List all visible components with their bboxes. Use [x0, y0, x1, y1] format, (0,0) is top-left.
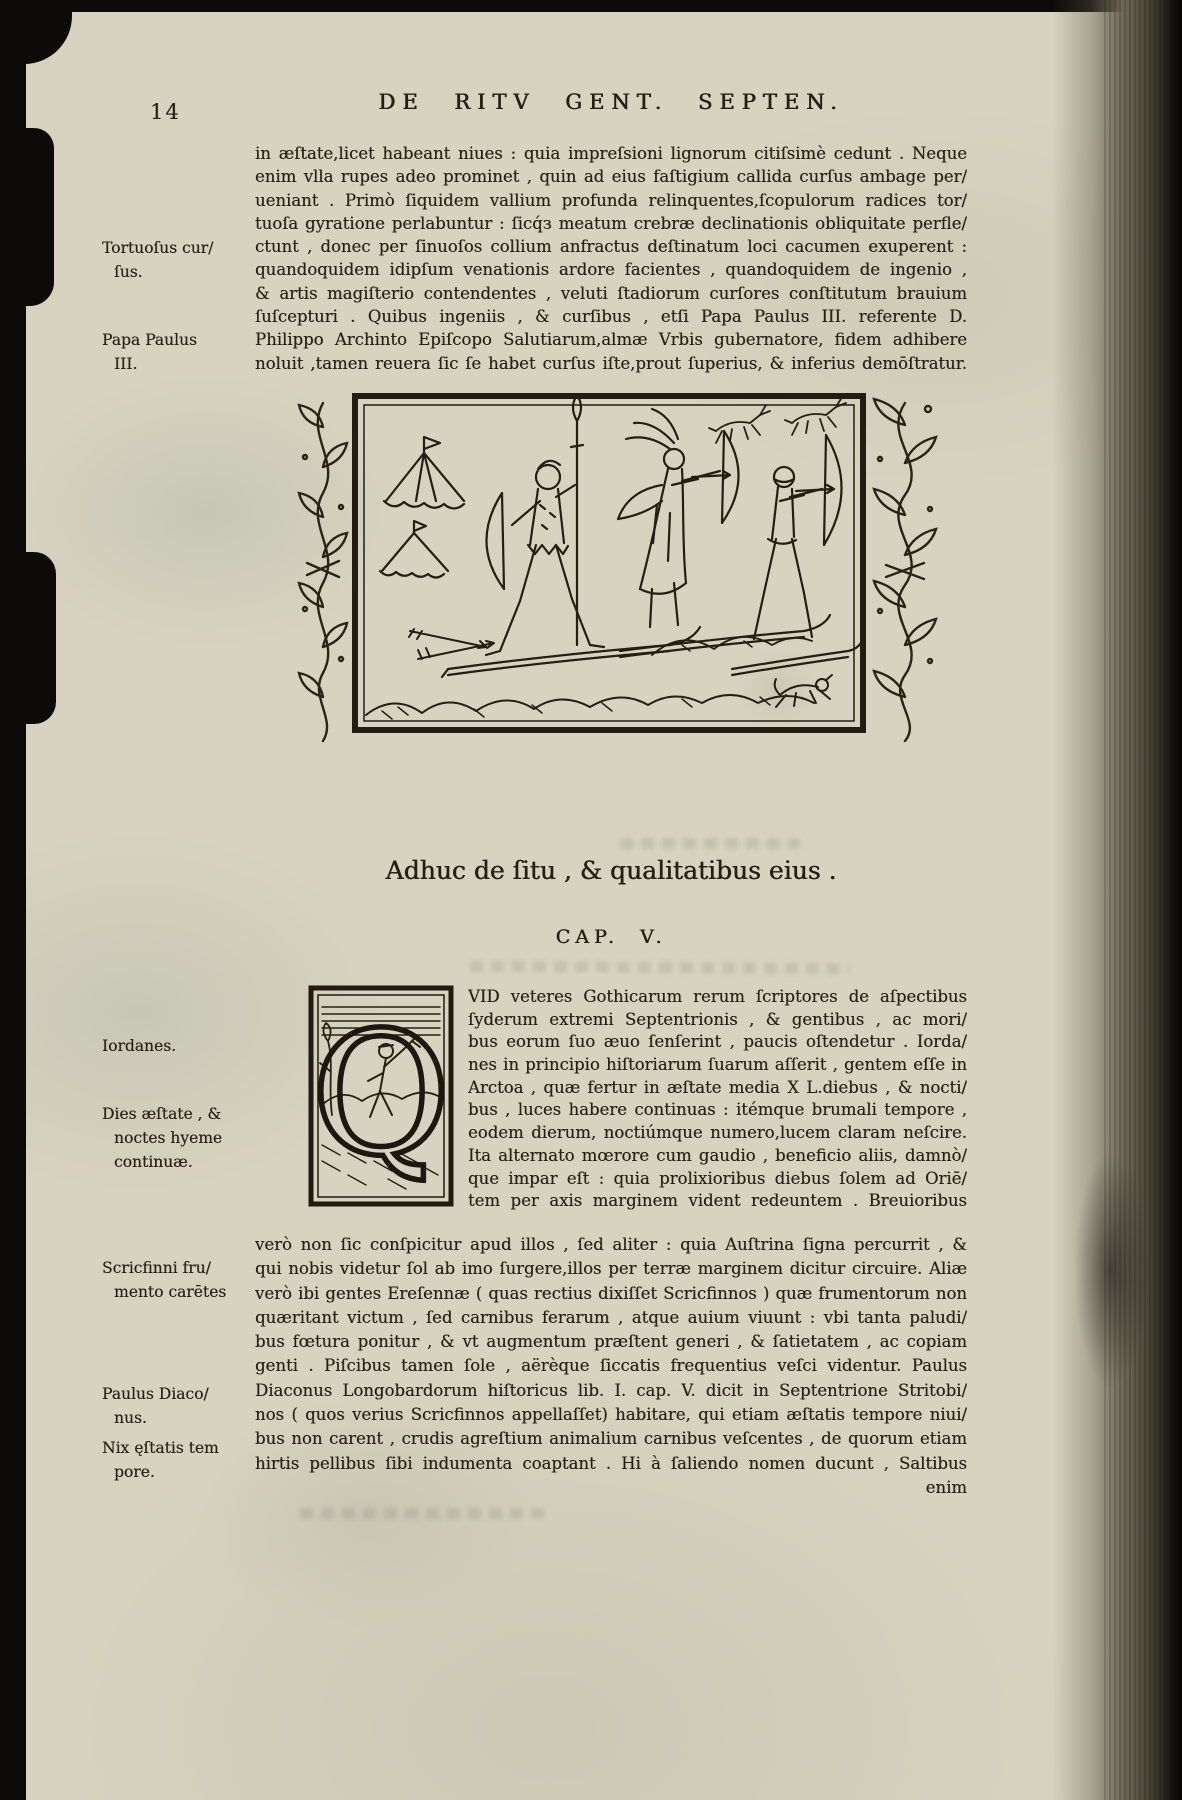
ink-bleedthrough: [620, 838, 800, 849]
text-line: qui nobis videtur ſol ab imo ſurgere,illos per terræ marginem dicitur circuire. Aliæ: [255, 1259, 967, 1279]
chapter-heading: CAP. V.: [555, 926, 667, 948]
running-header: DE RITV GENT. SEPTEN.: [378, 90, 844, 114]
skier-spearman: [442, 395, 700, 677]
margin-note-nix-aestatis: [102, 1436, 254, 1484]
catchword: enim: [925, 1478, 967, 1497]
paragraph-1: [255, 142, 967, 375]
text-line: eodem dierum, noctiúmque numero,lucem claram neſcire.: [468, 1123, 967, 1143]
scan-edge-top: [0, 0, 1182, 12]
text-line: genti . Piſcibus tamen ſole , aërèque ſiccatis frequentius veſci videntur. Paulus: [255, 1356, 967, 1376]
fore-edge-shadow: [1074, 1150, 1148, 1390]
margin-note-line: pore.: [114, 1463, 155, 1481]
text-line: bus eorum ſuo æuo ſenſerint , paucis oſtendetur . Iorda/: [468, 1032, 967, 1052]
text-line: bus fœtura ponitur , & vt augmentum præſtent generi , & ſatietatem , ac copiam: [255, 1332, 967, 1352]
margin-note-line: Dies æſtate , &: [102, 1105, 222, 1123]
text-line: ſuſcepturi . Quibus ingeniis , & curſibus , etſi Papa Paulus III. referente D.: [255, 307, 967, 327]
margin-note-line: Scricfinni fru/: [102, 1259, 211, 1277]
ink-bleedthrough: [300, 1508, 550, 1519]
margin-note-paulus-diaconus: [102, 1382, 254, 1430]
tents: [380, 437, 464, 578]
margin-note-line: continuæ.: [114, 1153, 193, 1171]
ground-hills: [366, 637, 814, 719]
margin-note-line: nus.: [114, 1409, 147, 1427]
text-line: tuoſa gyratione perlabuntur : ſicq́з meatum crebræ declinationis obliquitate perfle/: [255, 213, 967, 233]
margin-note-iordanes: [102, 1034, 254, 1058]
text-line: Philippo Archinto Epiſcopo Salutiarum,almæ Vrbis gubernatore, fidem adhibere: [255, 330, 967, 350]
text-line: quandoquidem idipſum venationis ardore facientes , quandoquidem de ingenio ,: [255, 260, 967, 280]
arrows-on-ground: [409, 629, 494, 659]
dropcap-letter: Q: [311, 996, 451, 1194]
text-line: ſyderum extremi Septentrionis , & gentibus , ac mori/: [468, 1009, 967, 1029]
text-line: verò non ſic conſpicitur apud illos , ſed aliter : quia Auſtrina ſigna percurrit , &: [255, 1235, 967, 1254]
text-line: in æſtate,licet habeant niues : quia impreſsioni lignorum citiſsimè cedunt . Neque: [255, 144, 967, 163]
margin-note-line: Paulus Diaco/: [102, 1385, 209, 1403]
text-line: que impar eſt : quia prolixioribus diebus ſolem ad Oriē/: [468, 1168, 967, 1188]
margin-note-line: Tortuoſus cur/: [102, 239, 214, 257]
margin-note-line: Iordanes.: [102, 1037, 177, 1055]
text-line: ctunt , donec per ſinuoſos collium anfractus deſtinatum loci cacumen exuperent :: [255, 237, 967, 257]
skier-woman-archer: [618, 409, 830, 657]
text-line: Diaconus Longobardorum hiſtoricus lib. I. cap. V. dicit in Septentrione Stritobi/: [255, 1380, 967, 1400]
binding-tab-lower: [0, 552, 56, 724]
margin-note-line: Nix ęſtatis tem: [102, 1439, 219, 1457]
woodcut-ski-hunters: [352, 393, 866, 733]
text-line: noluit ,tamen reuera ſic ſe habet curſus iſte,prout ſuperius, & inferius demōſtratur.: [255, 353, 967, 373]
paragraph-2-indented: [468, 986, 967, 1213]
text-line: nes in principio hiſtoriarum ſuarum aſſerit , gentem eſſe in: [468, 1055, 967, 1075]
book-fore-edge: [1052, 0, 1182, 1800]
text-line: ueniant . Primò ſiquidem vallium profunda relinquentes,ſcopulorum radices tor/: [255, 190, 967, 210]
text-line: VID veteres Gothicarum rerum ſcriptores de aſpectibus: [468, 987, 967, 1006]
text-line: bus , luces habere continuas : itémque brumali tempore ,: [468, 1100, 967, 1120]
text-line: quæritant victum , ſed carnibus ferarum , atque auium viuunt : vbi tanta paludi/: [255, 1307, 967, 1327]
text-line: verò ibi gentes Ereſennæ ( quas rectius dixiſſet Scricfinnos ) quæ frumentorum non: [255, 1283, 967, 1303]
text-line: nos ( quos verius Scricfinnos appellaſſet) habitare, qui etiam æſtatis tempore niui/: [255, 1405, 967, 1425]
margin-note-papa-paulus: [102, 328, 254, 376]
margin-note-line: III.: [114, 355, 138, 373]
paragraph-2-full: [255, 1233, 967, 1476]
page-edge-streaks: [1104, 0, 1174, 1800]
margin-note-line: mento carētes: [114, 1283, 227, 1301]
margin-note-dies-aestate: [102, 1102, 254, 1174]
running-dog: [775, 675, 832, 707]
woodcut-ornament-left: [297, 397, 349, 743]
margin-note-scricfinni: [102, 1256, 254, 1304]
margin-note-line: ſus.: [114, 263, 143, 281]
decorated-initial-q: [308, 985, 454, 1207]
binding-tab-upper: [0, 128, 54, 306]
text-line: Ita alternato mœrore cum gaudio , beneficio aliis, damnò/: [468, 1145, 967, 1165]
margin-note-line: noctes hyeme: [114, 1129, 223, 1147]
page-number: 14: [150, 100, 181, 124]
text-line: bus non carent , crudis agreſtium animalium carnibus veſcentes , de quorum etiam: [255, 1429, 967, 1449]
woodcut-ornament-right: [866, 397, 944, 743]
section-caption: Adhuc de ſitu , & qualitatibus eius .: [385, 856, 837, 885]
text-line: enim vlla rupes adeo prominet , quin ad eius faſtigium callida curſus ambage per/: [255, 167, 967, 187]
skier-man-archer: [732, 435, 862, 675]
margin-note-line: Papa Paulus: [102, 331, 197, 349]
text-line: hirtis pellibus ſibi indumenta coaptant . Hi à ſaliendo nomen ducunt , Saltibus: [255, 1453, 967, 1473]
text-line: Arctoa , quæ fertur in æſtate media X L.diebus , & nocti/: [468, 1077, 967, 1097]
text-line: tem per axis marginem vident redeuntem . Breuioribus: [468, 1191, 967, 1211]
margin-note-tortuosus-cursus: [102, 236, 254, 284]
text-line: & artis magiſterio contendentes , veluti ſtadiorum curſores conſtitutum brauium: [255, 283, 967, 303]
